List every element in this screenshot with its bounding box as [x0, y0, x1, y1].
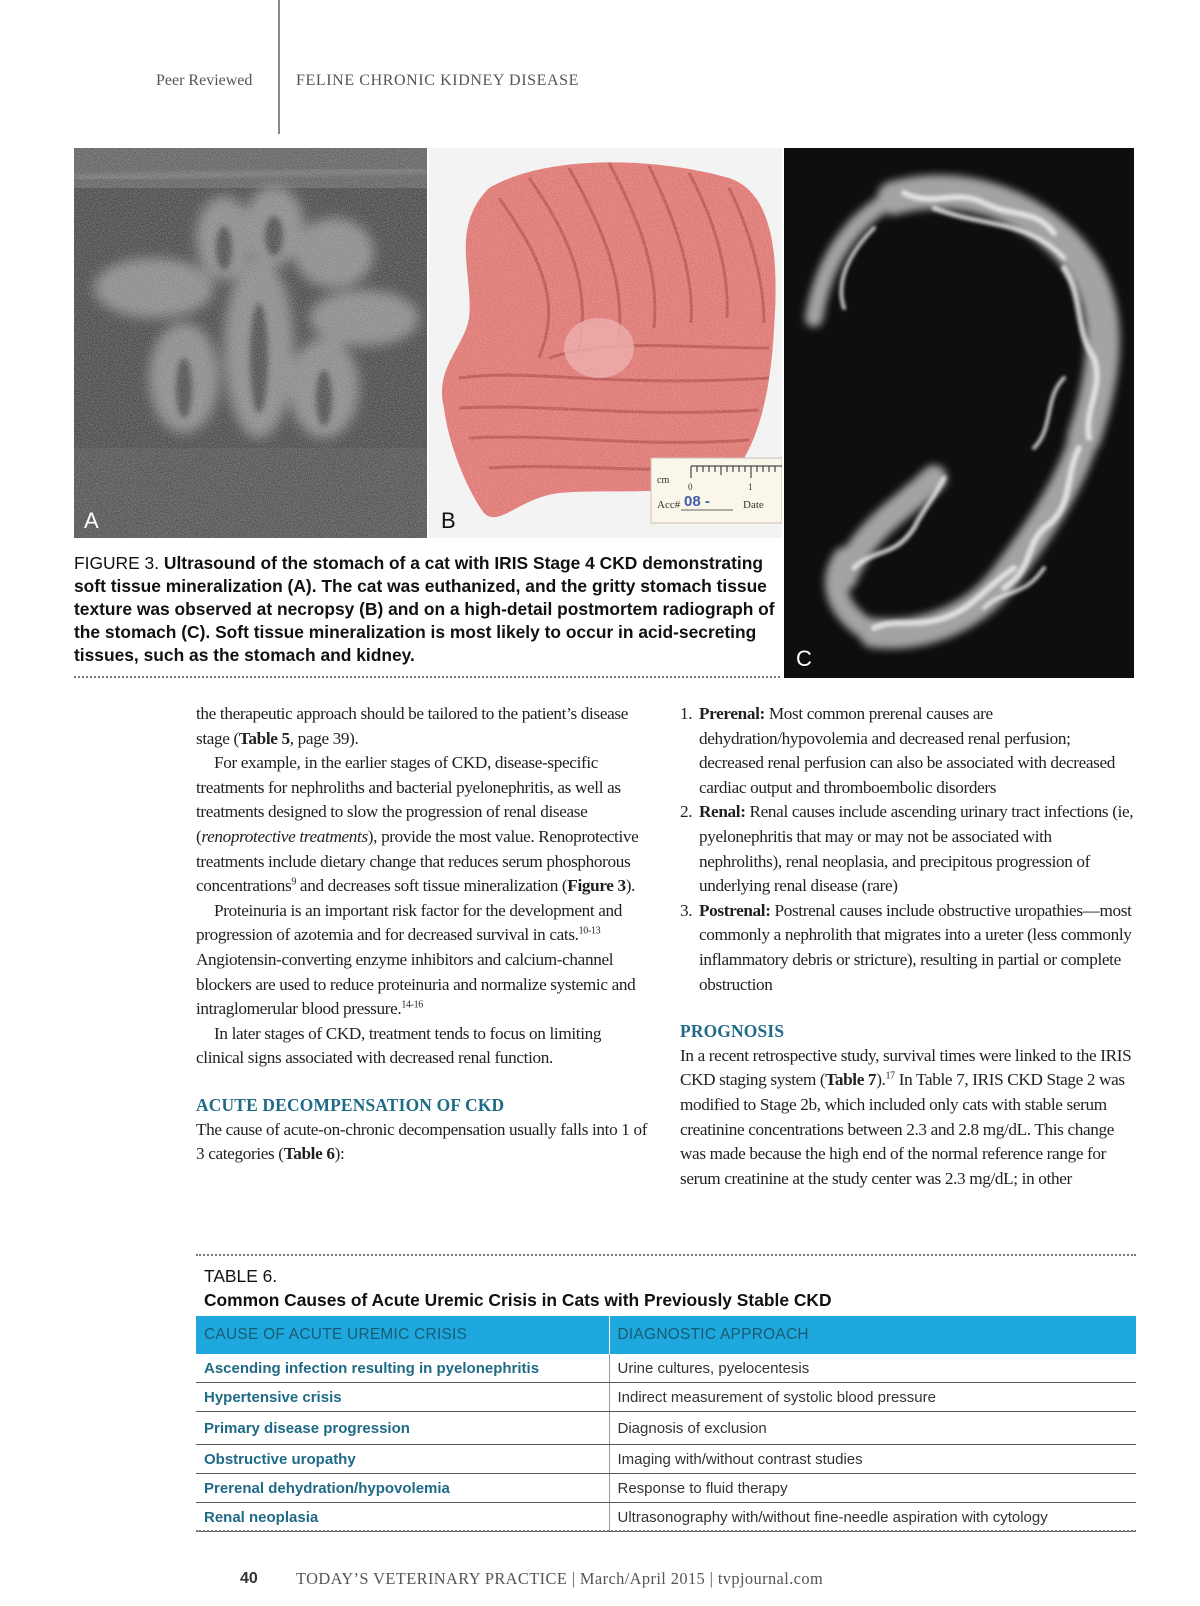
figure-panel-c-radiograph [784, 148, 1134, 678]
section-heading-prognosis: PROGNOSIS [680, 1021, 785, 1042]
approach-cell: Response to fluid therapy [609, 1474, 1136, 1503]
figure-caption [74, 552, 786, 667]
cause-cell: Prerenal dehydration/hypovolemia [196, 1474, 609, 1503]
figure-3-reference: Figure 3 [567, 876, 626, 896]
figure-panel-a-ultrasound [74, 148, 427, 538]
header-running-title: FELINE CHRONIC KIDNEY DISEASE [296, 72, 580, 89]
table-row [196, 1354, 1136, 1383]
header-divider [278, 0, 280, 134]
table-5-reference: Table 5 [238, 728, 290, 748]
stomach-specimen-photo [429, 148, 782, 538]
paragraph: The cause of acute-on-chronic decompensation usually falls into 1 of 3 categories (Table 6): [196, 1119, 648, 1164]
approach-cell: Imaging with/without contrast studies [609, 1445, 1136, 1474]
footer-publication: TODAY’S VETERINARY PRACTICE | March/April 2015 | tvpjournal.com [296, 1569, 824, 1588]
table-row [196, 1474, 1136, 1503]
panel-letter-b: B [441, 508, 456, 533]
ruler-date-label: Date [743, 499, 764, 511]
ruler-tick-0: 0 [688, 482, 693, 492]
right-text-column [680, 702, 1136, 1191]
cause-cell: Primary disease progression [196, 1412, 609, 1445]
cause-cell: Renal neoplasia [196, 1503, 609, 1532]
ruler-tick-1: 1 [748, 482, 753, 492]
table-6 [196, 1316, 1136, 1532]
table-row [196, 1383, 1136, 1412]
approach-cell: Diagnosis of exclusion [609, 1412, 1136, 1445]
cause-cell: Hypertensive crisis [196, 1383, 609, 1412]
page-number: 40 [240, 1570, 258, 1587]
figure-panel-b-specimen [429, 148, 782, 538]
column-header-approach: DIAGNOSTIC APPROACH [609, 1316, 1136, 1354]
measurement-ruler [651, 458, 782, 523]
table-divider-bottom [196, 1530, 1136, 1532]
figure-caption-label: FIGURE 3. [74, 553, 160, 573]
ruler-acc-value: 08 - [684, 493, 710, 510]
header-section-label: Peer Reviewed [156, 72, 253, 89]
left-text-column [196, 702, 652, 1167]
panel-letter-c: C [796, 646, 812, 671]
radiograph-image [784, 148, 1134, 678]
list-item: 2. Renal: Renal causes include ascending urinary tract infections (ie, pyelonephritis that may or may not be associated with nephroliths), renal neoplasia, and precipitous progression of underlying renal disease (rare) [680, 802, 1134, 896]
column-header-cause: CAUSE OF ACUTE UREMIC CRISIS [196, 1316, 609, 1354]
ruler-unit: cm [657, 475, 670, 486]
cause-cell: Ascending infection resulting in pyelonephritis [196, 1354, 609, 1383]
table-row [196, 1412, 1136, 1445]
table-label: TABLE 6. [204, 1266, 278, 1286]
table-header-row [196, 1316, 1136, 1354]
section-heading-acute-decompensation: ACUTE DECOMPENSATION OF CKD [196, 1094, 505, 1115]
table-7-reference: Table 7 [825, 1070, 877, 1090]
paragraph: For example, in the earlier stages of CKD, disease-specific treatments for nephroliths and bacterial pyelonephritis, as well as treatments designed to slow the progression of renal disease (renoprotective treatments), provide the most value. Renoprotective treatments include dietary change that reduces serum phosphorous concentrations$^9$ and decreases soft tissue mineralization (Figure 3). [196, 753, 639, 896]
list-item: 3. Postrenal: Postrenal causes include obstructive uropathies—most commonly a nephrolith that migrates into a ureter (less commonly inflammatory debris or stricture), resulting in partial or complete obstruction [680, 900, 1132, 994]
list-item: 1. Prerenal: Most common prerenal causes are dehydration/hypovolemia and decreased renal perfusion; decreased renal perfusion can also be associated with decreased cardiac output and thromboembolic disorders [680, 704, 1116, 797]
paragraph: Proteinuria is an important risk factor for the development and progression of azotemia and for decreased survival in cats.$^{10-13}$ Angiotensin-converting enzyme inhibitors and calcium-channel blockers are used to reduce proteinuria and normalize systemic and intraglomerular blood pressure.$^{14-16}$ [196, 900, 636, 1019]
table-divider-top [196, 1254, 1136, 1256]
caption-divider [74, 676, 780, 678]
approach-cell: Indirect measurement of systolic blood pressure [609, 1383, 1136, 1412]
paragraph: the therapeutic approach should be tailored to the patient’s disease stage (Table 5, page 39). [196, 704, 628, 748]
table-row [196, 1503, 1136, 1532]
approach-cell: Urine cultures, pyelocentesis [609, 1354, 1136, 1383]
paragraph: In a recent retrospective study, survival times were linked to the IRIS CKD staging system (Table 7).$^{17}$ In Table 7, IRIS CKD Stage 2 was modified to Stage 2b, which included only cats with stable serum creatinine concentrations between 2.3 and 2.8 mg/dL. This change was made because the high end of the normal reference range for serum creatinine at the study center was 2.3 mg/dL; in other [680, 1045, 1132, 1188]
ultrasound-image [74, 148, 427, 538]
approach-cell: Ultrasonography with/without fine-needle aspiration with cytology [609, 1503, 1136, 1532]
table-row [196, 1445, 1136, 1474]
causes-list [680, 702, 1136, 997]
panel-letter-a: A [84, 508, 99, 533]
table-6-reference: Table 6 [283, 1144, 335, 1164]
paragraph: In later stages of CKD, treatment tends to focus on limiting clinical signs associated with decreased renal function. [196, 1023, 602, 1068]
table-title: Common Causes of Acute Uremic Crisis in Cats with Previously Stable CKD [204, 1290, 832, 1310]
cause-cell: Obstructive uropathy [196, 1445, 609, 1474]
ruler-acc-label: Acc# [657, 499, 681, 511]
figure-caption-text: Ultrasound of the stomach of a cat with IRIS Stage 4 CKD demonstrating soft tissue mineralization (A). The cat was euthanized, and the gritty stomach tissue texture was observed at necropsy (B) and on a high-detail postmortem radiograph of the stomach (C). Soft tissue mineralization is most likely to occur in acid-secreting tissues, such as the stomach and kidney. [74, 553, 775, 665]
